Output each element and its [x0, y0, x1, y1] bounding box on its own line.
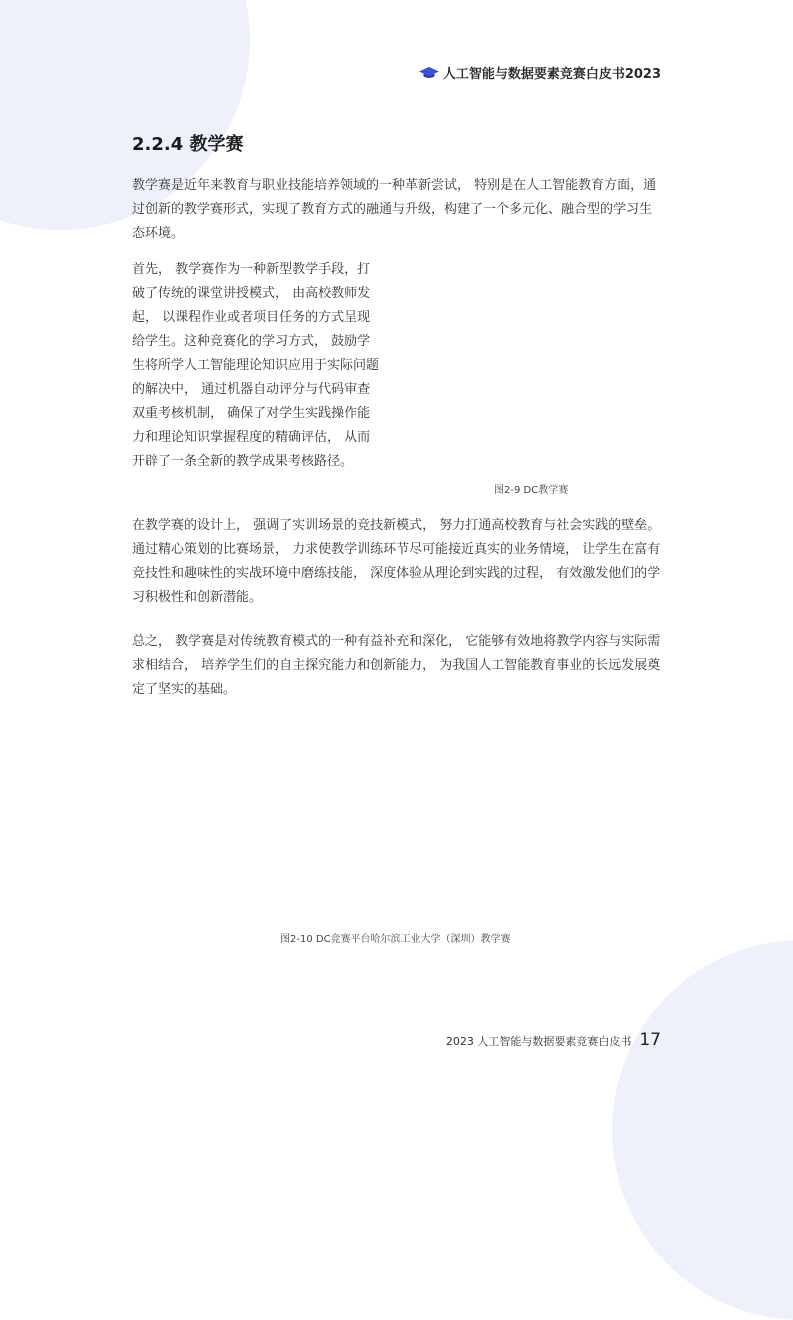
section-title: 2.2.4 教学赛: [132, 134, 244, 155]
figure-2-9-image-area: [402, 262, 662, 474]
paragraph-intro: 教学赛是近年来教育与职业技能培养领域的一种革新尝试， 特别是在人工智能教育方面，通过创新的教学赛形式，实现了教育方式的融通与升级，构建了一个多元化、融合型的学习生态环境。: [132, 178, 657, 241]
figure-2-10-caption: 图2-10 DC竞赛平台哈尔滨工业大学（深圳）教学赛: [280, 934, 511, 945]
paragraph-design: 在教学赛的设计上， 强调了实训场景的竞技新模式， 努力打通高校教育与社会实践的壁垒。通过精心策划的比赛场景， 力求使教学训练环节尽可能接近真实的业务情境， 让学生在富有竞技性和趣味性的实战环境中磨练技能， 深度体验从理论到实践的过程， 有效激发他们的学习积极性和创新潜能。: [132, 518, 661, 605]
graduation-cap-icon: [419, 67, 439, 79]
decorative-circle-bottom: [612, 940, 793, 1320]
figure-2-9-caption: 图2-9 DC教学赛: [494, 485, 569, 496]
page-footer: [446, 1030, 661, 1050]
running-header: [419, 63, 661, 82]
page-number: 17: [639, 1030, 661, 1050]
footer-title: 2023 人工智能与数据要素竞赛白皮书: [445, 1035, 632, 1048]
paragraph-summary: 总之， 教学赛是对传统教育模式的一种有益补充和深化， 它能够有效地将教学内容与实际需求相结合， 培养学生们的自主探究能力和创新能力， 为我国人工智能教育事业的长远发展奠定了坚实的基础。: [132, 634, 661, 697]
header-title: 人工智能与数据要素竞赛白皮书2023: [442, 67, 661, 82]
paragraph-first: 首先， 教学赛作为一种新型教学手段，打破了传统的课堂讲授模式， 由高校教师发起， 以课程作业或者项目任务的方式呈现给学生。这种竞赛化的学习方式， 鼓励学生将所学人工智能理论知识应用于实际问题的解决中， 通过机器自动评分与代码审查双重考核机制， 确保了对学生实践操作能力和理论知识掌握程度的精确评估， 从而开辟了一条全新的教学成果考核路径。: [132, 262, 380, 469]
